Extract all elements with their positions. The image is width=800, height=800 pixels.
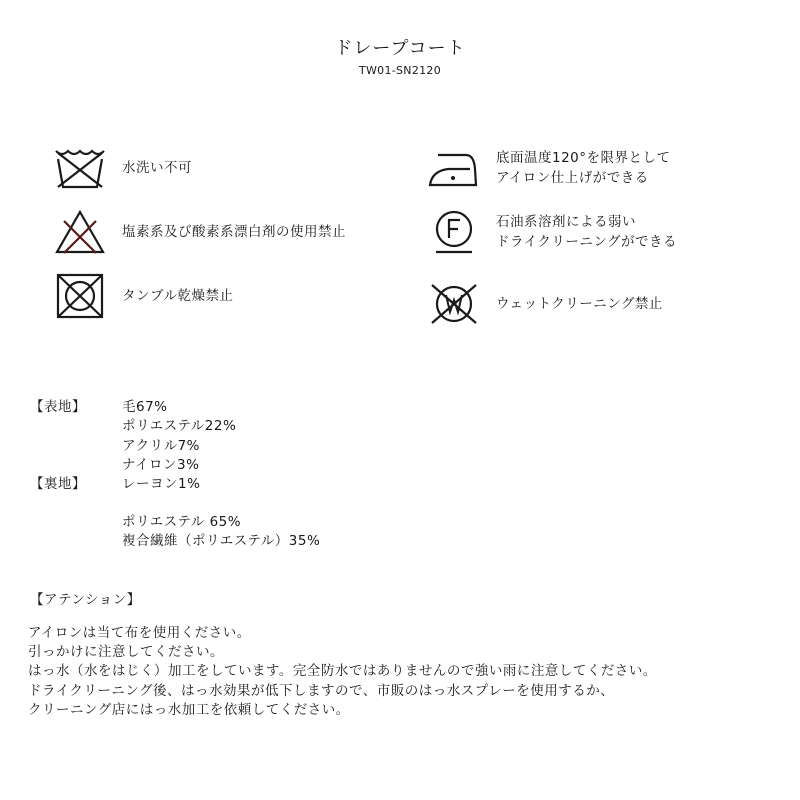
no-tumble-dry-icon xyxy=(52,271,108,321)
care-text-iron xyxy=(496,148,671,188)
no-wet-clean-icon xyxy=(426,279,482,329)
attention-line: アイロンは当て布を使用ください。 xyxy=(28,625,251,641)
care-line: タンブル乾燥禁止 xyxy=(122,288,234,304)
no-hand-wash-icon xyxy=(52,143,108,193)
attention-line: 引っかけに注意してください。 xyxy=(28,644,224,660)
lining-fabric-line: レーヨン1% xyxy=(122,476,201,492)
care-line: 水洗い不可 xyxy=(122,160,192,176)
care-line: 塩素系及び酸素系漂白剤の使用禁止 xyxy=(122,224,346,240)
attention-line: はっ水（水をはじく）加工をしています。完全防水ではありませんので強い雨に注意してください。 xyxy=(28,663,657,679)
lining-fabric-line: 複合繊維（ポリエステル）35% xyxy=(122,533,321,549)
product-code: TW01-SN2120 xyxy=(358,64,442,77)
care-line: アイロン仕上げができる xyxy=(496,170,649,186)
care-text-wash xyxy=(122,158,192,178)
lining-fabric-label: 【裏地】 xyxy=(30,476,86,492)
outer-fabric-line: アクリル7% xyxy=(122,438,201,454)
care-line: ウェットクリーニング禁止 xyxy=(496,296,663,312)
outer-fabric-line: ナイロン3% xyxy=(122,457,200,473)
attention-line: クリーニング店にはっ水加工を依頼してください。 xyxy=(28,702,350,718)
care-line: 底面温度120°を限界として xyxy=(496,150,671,166)
attention-line: ドライクリーニング後、はっ水効果が低下しますので、市販のはっ水スプレーを使用するか、 xyxy=(28,683,615,699)
dry-clean-f-icon xyxy=(426,207,482,257)
iron-medium-icon xyxy=(426,143,482,193)
no-bleach-icon xyxy=(52,207,108,257)
care-text-dryclean xyxy=(496,212,677,252)
outer-fabric-line: ポリエステル22% xyxy=(122,418,237,434)
outer-fabric-label: 【表地】 xyxy=(30,399,86,415)
care-text-tumble xyxy=(122,286,233,306)
care-text-wetclean xyxy=(496,294,663,314)
care-text-bleach xyxy=(122,222,346,242)
outer-fabric-line: 毛67% xyxy=(122,399,168,415)
care-line: ドライクリーニングができる xyxy=(496,234,678,250)
page-title: ドレープコート xyxy=(334,38,466,59)
lining-fabric-line: ポリエステル 65% xyxy=(122,514,242,530)
attention-title: 【アテンション】 xyxy=(30,592,141,608)
care-line: 石油系溶剤による弱い xyxy=(496,214,636,230)
